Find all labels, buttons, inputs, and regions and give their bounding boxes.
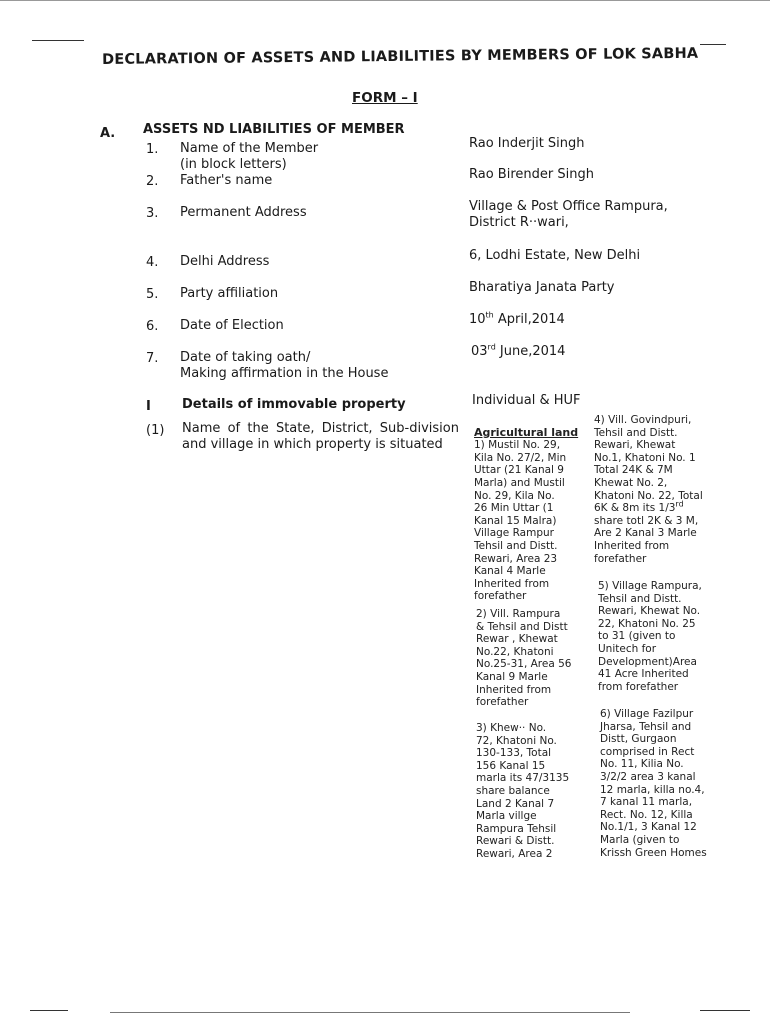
scan-mark-right	[700, 44, 726, 45]
section-a-letter: A.	[100, 126, 116, 141]
field-7-value-rest: June,2014	[495, 344, 566, 359]
field-2-label: Father's name	[180, 173, 273, 188]
item-1-label: Name of the State, District, Sub-division and village in which property is situated	[182, 421, 459, 452]
agricultural-land-heading: Agricultural land	[474, 425, 579, 439]
section-i-heading: Details of immovable property	[182, 397, 406, 412]
field-1-value: Rao Inderjit Singh	[469, 136, 585, 151]
field-6-label: Date of Election	[180, 318, 284, 333]
item-1-number: (1)	[146, 423, 165, 438]
section-i-number: I	[146, 399, 151, 414]
property-entry-6: 6) Village Fazilpur Jharsa, Tehsil and Distt, Gurgaon comprised in Rect No. 11, Kilia No. 3/2/2 area 3 kanal 12 marla, killa no.4, 7 kanal 11 marla, Rect. No. 12, Killa No.1/1, 3 Kanal 12 Marla (given to Krissh Green Homes	[600, 708, 707, 859]
bottom-scan-line	[110, 1012, 630, 1013]
field-5-number: 5.	[146, 287, 159, 302]
property-entry-4-suffix: rd	[675, 499, 684, 509]
property-entry-3: 3) Khew·· No. 72, Khatoni No. 130-133, Total 156 Kanal 15 marla its 47/3135 share balance Land 2 Kanal 7 Marla villge Rampura Tehsil Rewari & Distt. Rewari, Area 2	[476, 722, 570, 860]
field-4-label: Delhi Address	[180, 254, 270, 269]
property-entry-4-text: 4) Vill. Govindpuri, Tehsil and Distt. Rewari, Khewat No.1, Khatoni No. 1 Total 24K & 7M Khewat No. 2, Khatoni No. 22, Total 6K & 8m its 1/3	[594, 414, 703, 515]
field-3-label: Permanent Address	[180, 205, 307, 220]
document-title: DECLARATION OF ASSETS AND LIABILITIES BY MEMBERS OF LOK SABHA	[102, 45, 699, 68]
field-4-value: 6, Lodhi Estate, New Delhi	[469, 248, 641, 263]
field-2-number: 2.	[146, 174, 159, 189]
property-entry-4-rest: share totl 2K & 3 M, Are 2 Kanal 3 Marle Inherited from forefather	[594, 514, 699, 565]
form-title: FORM – I	[352, 90, 418, 106]
property-column-1	[474, 414, 594, 616]
top-scan-line	[0, 0, 770, 1]
bottom-scan-mark-right	[700, 1010, 750, 1011]
field-7-value-suffix: rd	[487, 342, 496, 352]
scan-mark-left	[32, 40, 84, 41]
field-6-value	[469, 312, 565, 328]
field-5-value: Bharatiya Janata Party	[469, 280, 615, 295]
bottom-scan-mark-left	[30, 1010, 68, 1011]
field-5-label: Party affiliation	[180, 286, 279, 301]
field-6-number: 6.	[146, 319, 159, 334]
field-3-value: Village & Post Office Rampura, District R··wari,	[469, 199, 668, 230]
field-7-label: Date of taking oath/ Making affirmation in the House	[180, 350, 389, 381]
field-6-value-suffix: th	[485, 310, 494, 320]
field-6-value-rest: April,2014	[493, 312, 565, 327]
property-entry-2: 2) Vill. Rampura & Tehsil and Distt Rewar , Khewat No.22, Khatoni No.25-31, Area 56 Kanal 9 Marle Inherited from forefather	[476, 608, 572, 709]
field-1-number: 1.	[146, 142, 159, 157]
field-2-value: Rao Birender Singh	[469, 167, 594, 182]
field-4-number: 4.	[146, 255, 159, 270]
field-7-value-day: 03	[471, 344, 488, 359]
field-1-label: Name of the Member (in block letters)	[180, 141, 319, 172]
property-entry-1: 1) Mustil No. 29, Kila No. 27/2, Min Uttar (21 Kanal 9 Marla) and Mustil No. 29, Kila No. 26 Min Uttar (1 Kanal 15 Malra) Village Rampur Tehsil and Distt. Rewari, Area 23 Kanal 4 Marle Inherited from forefather	[474, 439, 567, 603]
field-7-number: 7.	[146, 351, 159, 366]
property-entry-4	[594, 414, 734, 565]
section-i-value: Individual & HUF	[472, 393, 581, 408]
section-a-heading: ASSETS ND LIABILITIES OF MEMBER	[143, 122, 405, 137]
field-7-value	[471, 344, 565, 360]
field-6-value-day: 10	[469, 312, 486, 327]
property-entry-5: 5) Village Rampura, Tehsil and Distt. Rewari, Khewat No. 22, Khatoni No. 25 to 31 (given to Unitech for Development)Area 41 Acre Inherited from forefather	[598, 580, 702, 693]
field-3-number: 3.	[146, 206, 159, 221]
